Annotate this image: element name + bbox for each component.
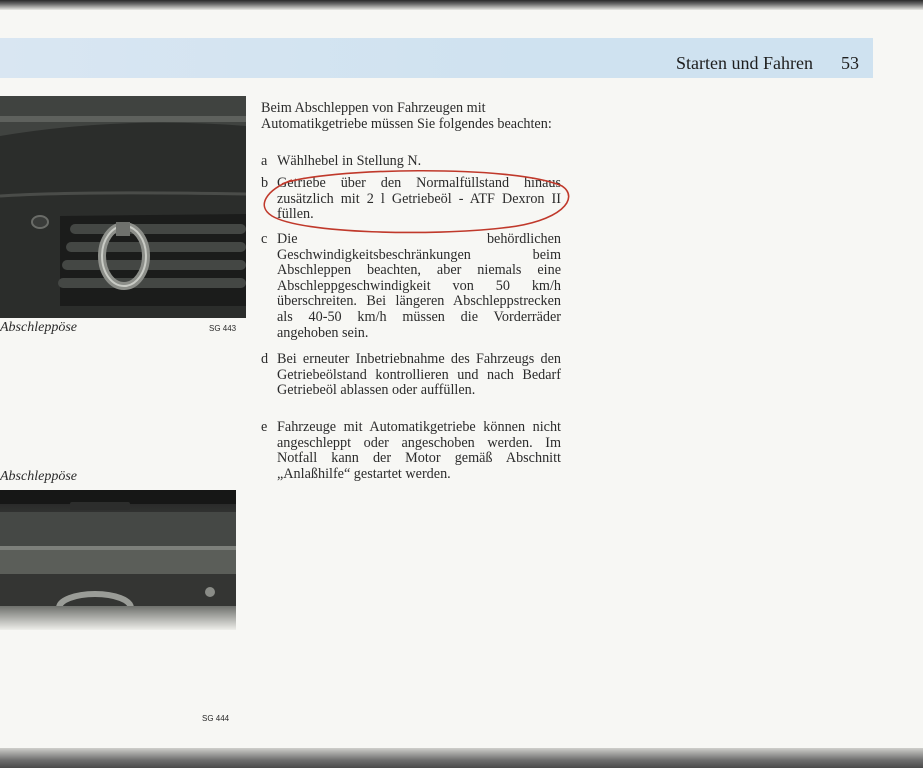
figure-caption-1: Abschleppöse	[0, 320, 77, 335]
list-text: Bei erneuter Inbetriebnahme des Fahrzeugs den Getriebeölstand kontrollieren und nach Bedarf Getriebeöl ablassen oder auffüllen.	[277, 351, 561, 399]
list-letter: d	[261, 351, 269, 367]
photo-fade	[0, 606, 236, 630]
list-item-e	[261, 420, 561, 482]
page-bottom-shadow	[0, 748, 923, 768]
annotation-ellipse	[262, 164, 574, 236]
page-number: 53	[841, 53, 859, 73]
page-top-shadow	[0, 0, 923, 10]
list-text: Die behördlichen Geschwindigkeitsbeschränkungen beim Abschleppen beachten, aber niemals eine Abschleppgeschwindigkeit von 50 km/h überschreiten. Bei längeren Abschleppstrecken als 40-50 km/h müssen die Vorderräder angehoben sein.	[277, 231, 561, 341]
list-item-c	[261, 232, 561, 341]
chapter-title: Starten und Fahren	[676, 53, 813, 73]
figure-code-1: SG 443	[209, 324, 237, 333]
tow-eye-photo-rear	[0, 490, 236, 608]
list-text: Getriebe über den Normalfüllstand hinaus zusätzlich mit 2 l Getriebeöl - ATF Dexron II füllen.	[277, 175, 561, 223]
list-text: Fahrzeuge mit Automatikgetriebe können nicht angeschleppt oder angeschoben werden. Im Notfall kann der Motor gemäß Abschnitt „Anlaßhilfe“ gestartet werden.	[277, 419, 561, 482]
list-letter: b	[261, 175, 269, 191]
list-letter: c	[261, 231, 268, 247]
tow-eye-photo-front	[0, 96, 246, 318]
list-letter: e	[261, 419, 268, 435]
tow-eye-illustration-front	[0, 96, 246, 318]
list-letter: a	[261, 153, 268, 169]
figure-caption-2: Abschleppöse	[0, 469, 77, 484]
tow-eye-illustration-rear	[0, 490, 236, 608]
list-text: Wählhebel in Stellung N.	[277, 153, 422, 169]
annotation-stroke	[264, 171, 568, 233]
list-item-d	[261, 352, 561, 399]
figure-code-2: SG 444	[202, 714, 230, 723]
intro-paragraph: Beim Abschleppen von Fahrzeugen mit Automatikgetriebe müssen Sie folgendes beachten:	[261, 100, 552, 132]
